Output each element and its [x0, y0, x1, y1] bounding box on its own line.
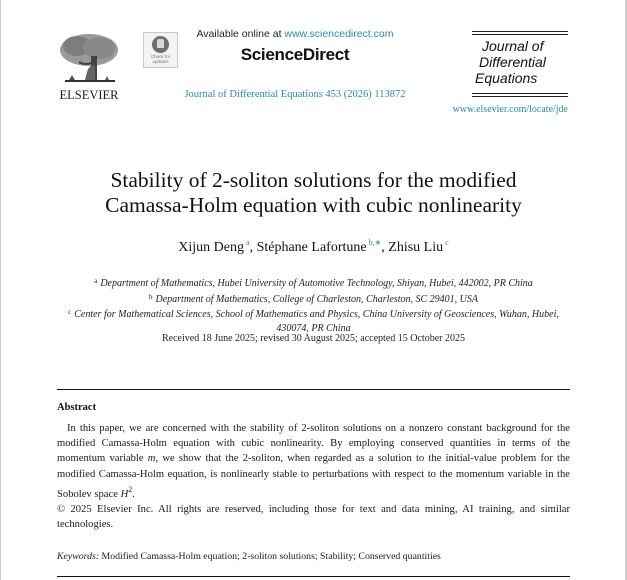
abstract-heading: Abstract [57, 402, 97, 413]
affiliation-link[interactable]: a [246, 238, 250, 247]
check-for-updates-label: Check for updates [150, 54, 171, 64]
author-list: Xijun Deng $^a$, Stéphane Lafortune $^{b,∗}$, Zhisu Liu $^c$ [178, 238, 449, 255]
page-edge-left [0, 0, 1, 580]
journal-box-top-rule [472, 31, 568, 35]
keywords-bottom-rule [57, 576, 570, 577]
copyright-notice: © 2025 Elsevier Inc. All rights are reserved, including those for text and data mining, AI training, and similar technologies. [57, 504, 570, 531]
sciencedirect-link[interactable]: www.sciencedirect.com [284, 28, 394, 40]
journal-reference-link[interactable]: Journal of Differential Equations 453 (2026) 113872 [184, 89, 406, 100]
affiliation-item: $^c$ Center for Mathematical Sciences, School of Mathematics and Physics, China University of Geosciences, Wuhan, Hubei, 430074, PR China [68, 308, 559, 334]
article-history: Received 18 June 2025; revised 30 August 2025; accepted 15 October 2025 [162, 333, 465, 344]
affiliation-link[interactable]: b,∗ [368, 238, 382, 247]
sciencedirect-wordmark: ScienceDirect [240, 45, 350, 64]
journal-homepage-link[interactable]: www.elsevier.com/locate/jde [452, 104, 568, 115]
abstract-paragraph: In this paper, we are concerned with the stability of 2-soliton solutions on a nonzero constant background for the modified Camassa-Holm equation with cubic nonlinearity. By employing conserved quantities in terms of the momentum variable m, we show that the 2-soliton, when regarded as a solution to the initial-value problem for the modified Camassa-Holm equation, is nonlinearly stable to perturbations with respect to the momentum variable in the Sobolev space $H^2$. [57, 423, 570, 500]
affiliation-list [60, 275, 567, 335]
abstract-body [57, 421, 570, 532]
author-name[interactable]: Stéphane Lafortune [256, 240, 367, 255]
affiliation-link[interactable]: c [445, 238, 449, 247]
author-name[interactable]: Zhisu Liu [388, 240, 444, 255]
paper-title: Stability of 2-soliton solutions for the modified Camassa-Holm equation with cubic nonlinearity [105, 168, 522, 217]
affiliation-item: $^b$ Department of Mathematics, College of Charleston, Charleston, SC 29401, USA [149, 292, 478, 305]
elsevier-wordmark: ELSEVIER [59, 88, 119, 102]
abstract-top-rule [57, 389, 570, 390]
keywords-line [57, 551, 570, 562]
available-online-prefix: Available online at [196, 28, 285, 40]
keywords-list: Modified Camassa-Holm equation; 2-soliton solutions; Stability; Conserved quantities [101, 551, 441, 562]
journal-box-bottom-rule [472, 93, 568, 97]
journal-title: Journal of Differential Equations [475, 38, 546, 86]
keywords-label: Keywords: [57, 551, 100, 562]
available-online-line [165, 28, 425, 40]
journal-title-box [472, 31, 568, 97]
author-name[interactable]: Xijun Deng [178, 240, 245, 255]
affiliation-item: $^a$ Department of Mathematics, Hubei University of Automotive Technology, Shiyan, Hubei, 442002, PR China [94, 277, 533, 289]
